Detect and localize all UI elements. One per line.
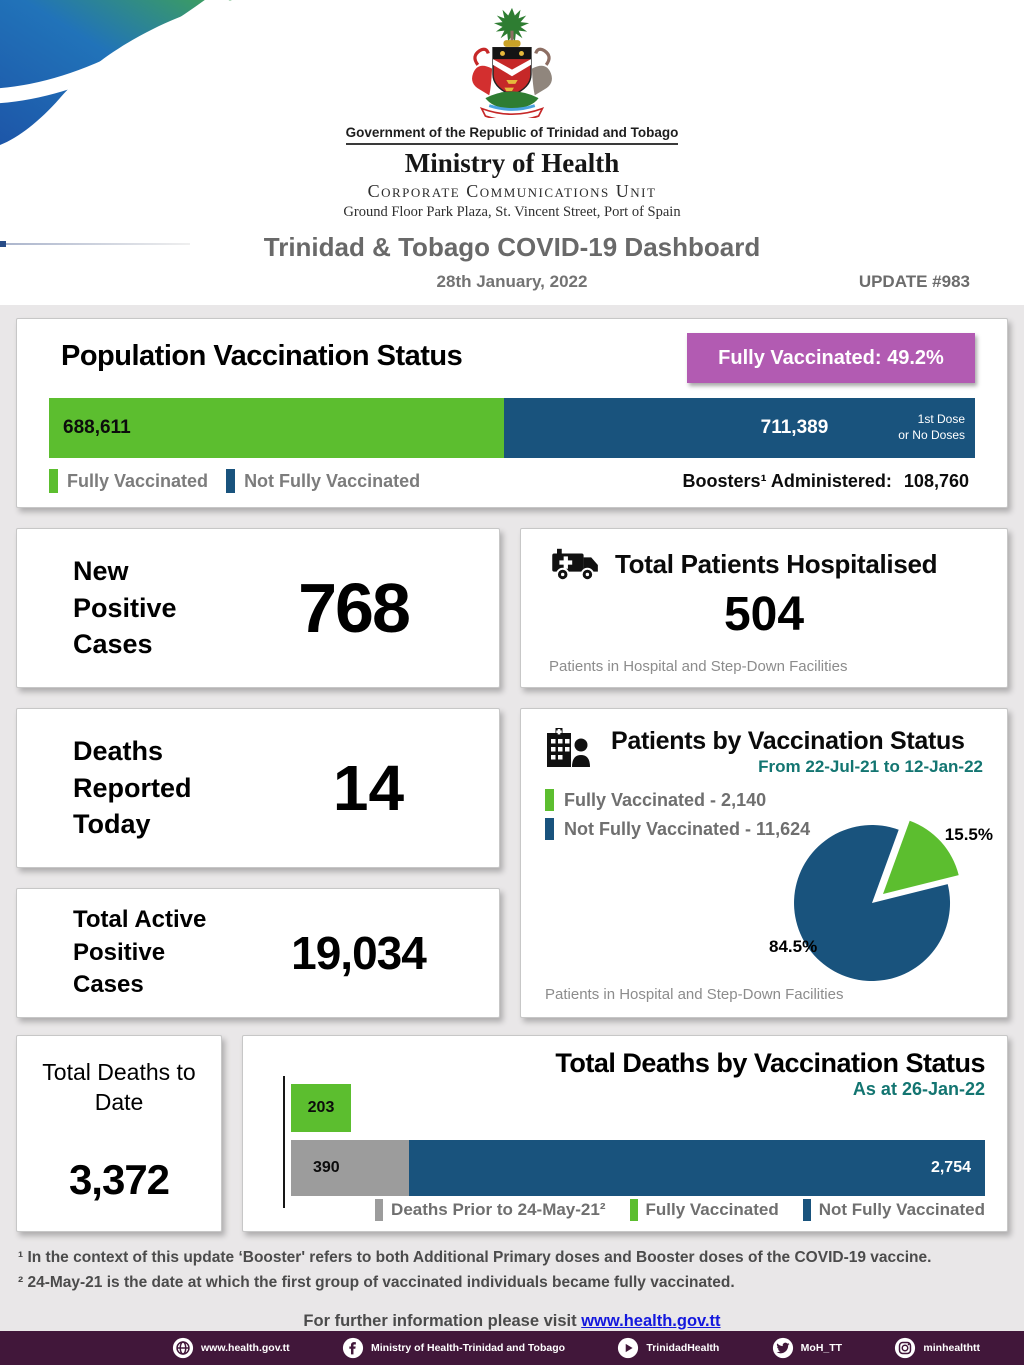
total-hospitalised-value: 504: [723, 588, 805, 641]
footnote-date: ² 24-May-21 is the date at which the first group of vaccinated individuals became fully vaccinated.: [18, 1273, 735, 1291]
header: [0, 0, 1024, 305]
deaths-chart-title: Total Deaths by Vaccination Status: [555, 1048, 985, 1078]
gray-swatch-icon: [375, 1199, 383, 1221]
pie-label-not-fully-pct: 84.5%: [769, 937, 818, 956]
new-positive-cases-card: [16, 528, 500, 688]
total-deaths-value: 3,372: [68, 1155, 170, 1203]
patients-by-vax-caption: Patients in Hospital and Step-Down Facilities: [545, 986, 844, 1003]
vax-bar-not-fully: [504, 398, 975, 458]
vax-bar-fully: [49, 398, 504, 458]
footnotes: [18, 1246, 1006, 1296]
government-line: Government of the Republic of Trinidad and Tobago: [346, 125, 679, 145]
vaccination-legend: [49, 469, 420, 493]
legend-item: Not Fully Vaccinated - 11,624: [545, 818, 983, 840]
deaths-bar-fully: 203: [291, 1084, 351, 1132]
footer-instagram[interactable]: minhealthtt: [894, 1337, 980, 1359]
hospitalised-caption: Patients in Hospital and Step-Down Facilities: [549, 658, 848, 675]
boosters-administered: Boosters¹ Administered: 108,760: [682, 470, 969, 491]
patients-by-vax-daterange: From 22-Jul-21 to 12-Jan-22: [758, 757, 983, 776]
deaths-today-value: 14: [332, 752, 405, 824]
legend-item: Deaths Prior to 24-May-21²: [375, 1199, 605, 1221]
dashboard-title: Trinidad & Tobago COVID-19 Dashboard: [263, 232, 761, 262]
twitter-icon: [772, 1337, 794, 1359]
deaths-chart-legend: [375, 1199, 985, 1221]
footer-twitter[interactable]: MoH_TT: [772, 1337, 842, 1359]
ambulance-icon: [551, 545, 601, 583]
further-info-line: For further information please visit www.health.gov.tt: [303, 1311, 721, 1330]
patients-by-vax-title: Patients by Vaccination Status: [611, 727, 965, 755]
health-gov-link[interactable]: www.health.gov.tt: [581, 1311, 721, 1330]
ministry-letterhead: [192, 0, 832, 221]
deaths-chart-date: As at 26-Jan-22: [852, 1079, 985, 1099]
green-swatch-icon: [630, 1199, 638, 1221]
facebook-icon: [342, 1337, 364, 1359]
footnote-booster: ¹ In the context of this update ‘Booster' refers to both Additional Primary doses and Booster doses of the COVID-19 vaccine.: [18, 1249, 932, 1266]
corner-swoosh-decoration: [0, 0, 250, 155]
total-deaths-label: Total Deaths to Date: [42, 1059, 196, 1115]
total-hospitalised-card: [520, 528, 1008, 688]
deaths-today-label: Deaths Reported Today: [73, 736, 192, 840]
not-fully-vaccinated-count: 711,389: [760, 417, 829, 438]
fully-vaccinated-badge: Fully Vaccinated: 49.2%: [687, 333, 975, 383]
communications-unit: Corporate Communications Unit: [367, 181, 657, 201]
legend-item: Not Fully Vaccinated: [803, 1199, 985, 1221]
fully-vaccinated-count: 688,611: [63, 417, 131, 438]
new-positive-cases-value: 768: [298, 569, 409, 647]
instagram-icon: [894, 1337, 916, 1359]
footer-facebook[interactable]: Ministry of Health-Trinidad and Tobago: [342, 1337, 565, 1359]
footer-youtube[interactable]: TrinidadHealth: [617, 1337, 719, 1359]
new-positive-cases-label: New Positive Cases: [73, 556, 177, 660]
green-swatch-icon: [545, 789, 554, 811]
dashboard-content: [0, 305, 1024, 1331]
patients-by-vaccination-card: [520, 708, 1008, 1018]
population-vaccination-title: Population Vaccination Status: [61, 340, 463, 372]
navy-swatch-icon: [803, 1199, 811, 1221]
footer-website[interactable]: www.health.gov.tt: [172, 1337, 290, 1359]
header-divider-line: [0, 243, 190, 245]
dashboard-date: 28th January, 2022: [436, 272, 588, 291]
active-cases-value: 19,034: [291, 927, 426, 979]
deaths-by-vaccination-card: [242, 1035, 1008, 1232]
update-number: UPDATE #983: [858, 272, 970, 291]
deaths-bar-chart: [291, 1084, 985, 1196]
ministry-name: Ministry of Health: [404, 148, 620, 178]
hospital-patient-icon: [545, 727, 591, 769]
ministry-address: Ground Floor Park Plaza, St. Vincent Street, Port of Spain: [343, 204, 681, 220]
navy-swatch-icon: [545, 818, 554, 840]
total-hospitalised-title: Total Patients Hospitalised: [615, 548, 938, 579]
boosters-value: 108,760: [903, 470, 969, 491]
legend-fully-vaccinated: Fully Vaccinated: [49, 469, 208, 493]
youtube-icon: [617, 1337, 639, 1359]
patients-pie-chart: [765, 791, 995, 991]
pie-label-fully-pct: 15.5%: [944, 825, 993, 844]
legend-item: Fully Vaccinated: [630, 1199, 779, 1221]
deaths-bar-not-fully: 2,754: [409, 1140, 985, 1196]
globe-icon: [172, 1337, 194, 1359]
legend-item: Fully Vaccinated - 2,140: [545, 789, 983, 811]
first-dose-note: 1st Dose or No Doses: [898, 412, 965, 442]
vaccination-stacked-bar: [49, 398, 975, 458]
legend-not-fully-vaccinated: Not Fully Vaccinated: [226, 469, 420, 493]
green-swatch-icon: [49, 469, 58, 493]
deaths-reported-today-card: [16, 708, 500, 868]
total-deaths-card: [16, 1035, 222, 1232]
coat-of-arms: [464, 6, 560, 118]
active-cases-label: Total Active Positive Cases: [73, 906, 207, 999]
deaths-bar-prior: 390: [291, 1140, 409, 1196]
social-footer: [0, 1331, 1024, 1365]
population-vaccination-card: [16, 318, 1008, 508]
navy-swatch-icon: [226, 469, 235, 493]
total-active-cases-card: [16, 888, 500, 1018]
